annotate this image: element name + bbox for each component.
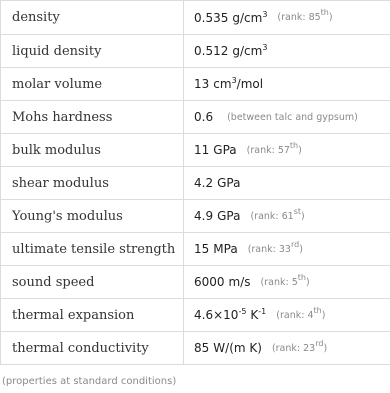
- table-row: [1, 67, 390, 100]
- value-unit: $g/cm^3$: [232, 43, 268, 58]
- value-number: $4.6\times 10^{-5}$: [194, 307, 247, 322]
- table-row: [1, 34, 390, 67]
- table-row: [1, 166, 390, 199]
- table-row: [1, 199, 390, 232]
- table-row: [1, 100, 390, 133]
- value-number: 0.6: [194, 110, 214, 124]
- value-number: 0.535: [194, 10, 229, 25]
- rank-note: (rank: 4th): [276, 305, 326, 321]
- property-value: [184, 332, 390, 364]
- property-value: [184, 1, 390, 34]
- value-unit: GPa: [217, 209, 241, 223]
- property-label: thermal expansion: [1, 299, 184, 331]
- table-row: [1, 265, 390, 298]
- value-unit: W/(m K): [213, 341, 262, 355]
- property-label: molar volume: [1, 68, 184, 100]
- table-row: [1, 298, 390, 331]
- value-unit: $K^{-1}$: [250, 307, 267, 322]
- property-value: [184, 134, 390, 166]
- property-value: [184, 167, 390, 199]
- rank-note: (rank: 57th): [246, 140, 302, 156]
- value-number: 85: [194, 341, 210, 355]
- value-unit: MPa: [213, 242, 238, 256]
- footnote: (properties at standard conditions): [2, 376, 177, 387]
- table-row: [1, 133, 390, 166]
- property-label: ultimate tensile strength: [1, 233, 184, 265]
- rank-note: (rank: 33rd): [247, 239, 303, 255]
- table-row: [1, 331, 390, 364]
- rank-note: (rank: 23rd): [271, 338, 328, 354]
- property-label: shear modulus: [1, 167, 184, 199]
- rank-note: (rank: 5th): [260, 272, 310, 288]
- property-label: Young's modulus: [1, 200, 184, 232]
- property-value: [184, 68, 390, 100]
- value-unit: GPa: [217, 176, 241, 190]
- value-unit: $cm^3$/mol: [213, 76, 264, 91]
- property-value: [184, 200, 390, 232]
- value-number: 11: [194, 143, 210, 157]
- property-label: liquid density: [1, 35, 184, 67]
- property-label: bulk modulus: [1, 134, 184, 166]
- property-value: [184, 266, 390, 298]
- property-label: sound speed: [1, 266, 184, 298]
- table-row: [1, 1, 390, 34]
- value-unit: GPa: [213, 143, 237, 157]
- value-number: 6000: [194, 275, 225, 289]
- property-label: Mohs hardness: [1, 101, 184, 133]
- table-row: [1, 232, 390, 265]
- value-number: 0.512: [194, 44, 229, 58]
- property-label: density: [1, 1, 184, 34]
- property-value: [184, 233, 390, 265]
- property-label: thermal conductivity: [1, 332, 184, 364]
- property-value: [184, 101, 390, 133]
- hardness-note: (between talc and gypsum): [227, 111, 358, 123]
- rank-note: (rank: 85th): [277, 8, 333, 23]
- value-unit: m/s: [228, 275, 251, 289]
- property-value: [184, 299, 390, 331]
- value-number: 4.2: [194, 176, 214, 190]
- property-value: [184, 35, 390, 67]
- value-number: 4.9: [194, 209, 214, 223]
- rank-note: (rank: 61st): [250, 206, 305, 222]
- value-unit: $g/cm^3$: [232, 9, 268, 25]
- value-number: 15: [194, 242, 210, 256]
- value-number: 13: [194, 77, 210, 91]
